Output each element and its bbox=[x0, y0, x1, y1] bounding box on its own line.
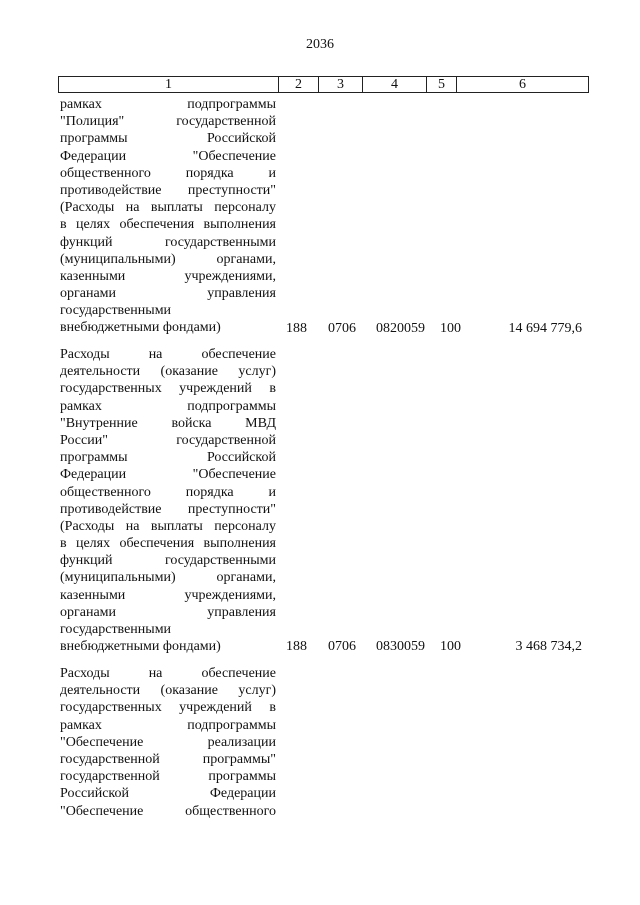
description-line: рамках подпрограммы bbox=[60, 97, 276, 112]
description-line: Расходы на обеспечение bbox=[60, 347, 276, 362]
description-line: органами управления bbox=[60, 604, 276, 620]
description-line: Федерации "Обеспечение bbox=[60, 467, 276, 483]
expense-type-code: 100 bbox=[440, 639, 461, 655]
amount: 3 468 734,2 bbox=[515, 639, 582, 655]
description-line: общественного порядка и bbox=[60, 165, 276, 181]
description-line: в целях обеспечения выполнения bbox=[60, 217, 276, 233]
description-line: программы Российской bbox=[60, 450, 276, 466]
column-header-3: 3 bbox=[319, 77, 363, 93]
description-line: государственных учреждений в bbox=[60, 381, 276, 397]
description-line: государственными bbox=[60, 303, 172, 319]
target-code: 0820059 bbox=[376, 320, 425, 336]
page-number: 2036 bbox=[306, 37, 334, 52]
description-line: "Обеспечение общественного bbox=[60, 803, 276, 819]
expense-type-code: 100 bbox=[440, 320, 461, 336]
description-line: государственными bbox=[60, 622, 172, 637]
description-line: внебюджетными фондами) bbox=[60, 320, 221, 336]
description-line: (муниципальными) органами, bbox=[60, 570, 276, 586]
row-description bbox=[60, 665, 276, 820]
description-line: "Полиция" государственной bbox=[60, 114, 276, 130]
target-code: 0830059 bbox=[376, 639, 425, 655]
description-line: в целях обеспечения выполнения bbox=[60, 536, 276, 552]
description-line: "Внутренние войска МВД bbox=[60, 415, 276, 431]
section-code: 0706 bbox=[328, 320, 356, 336]
row-description bbox=[60, 346, 276, 655]
description-line: "Обеспечение реализации bbox=[60, 734, 276, 750]
description-line: рамках подпрограммы bbox=[60, 398, 276, 414]
description-line: государственной программы bbox=[60, 769, 276, 785]
ministry-code: 188 bbox=[286, 320, 307, 336]
description-line: общественного порядка и bbox=[60, 484, 276, 500]
description-line: программы Российской bbox=[60, 131, 276, 147]
description-line: Федерации "Обеспечение bbox=[60, 148, 276, 164]
description-line: противодействие преступности" bbox=[60, 501, 276, 517]
amount: 14 694 779,6 bbox=[508, 320, 582, 336]
column-header-4: 4 bbox=[363, 77, 427, 93]
column-header-5: 5 bbox=[427, 77, 457, 93]
description-line: России" государственной bbox=[60, 432, 276, 448]
description-line: деятельности (оказание услуг) bbox=[60, 364, 276, 380]
column-header-2: 2 bbox=[279, 77, 319, 93]
row-description bbox=[60, 96, 276, 337]
column-header-row bbox=[58, 76, 589, 93]
description-line: (муниципальными) органами, bbox=[60, 251, 276, 267]
description-line: деятельности (оказание услуг) bbox=[60, 683, 276, 699]
column-header-1: 1 bbox=[59, 77, 279, 93]
description-line: (Расходы на выплаты персоналу bbox=[60, 200, 276, 216]
description-line: противодействие преступности" bbox=[60, 182, 276, 198]
description-line: Российской Федерации bbox=[60, 786, 276, 802]
description-line: казенными учреждениями, bbox=[60, 268, 276, 284]
description-line: внебюджетными фондами) bbox=[60, 639, 221, 655]
description-line: функций государственными bbox=[60, 234, 276, 250]
section-code: 0706 bbox=[328, 639, 356, 655]
description-line: органами управления bbox=[60, 286, 276, 302]
description-line: функций государственными bbox=[60, 553, 276, 569]
description-line: Расходы на обеспечение bbox=[60, 666, 276, 681]
ministry-code: 188 bbox=[286, 639, 307, 655]
description-line: рамках подпрограммы bbox=[60, 717, 276, 733]
description-line: государственных учреждений в bbox=[60, 700, 276, 716]
column-header-6: 6 bbox=[457, 77, 589, 93]
description-line: государственной программы" bbox=[60, 751, 276, 767]
description-line: казенными учреждениями, bbox=[60, 587, 276, 603]
description-line: (Расходы на выплаты персоналу bbox=[60, 518, 276, 534]
